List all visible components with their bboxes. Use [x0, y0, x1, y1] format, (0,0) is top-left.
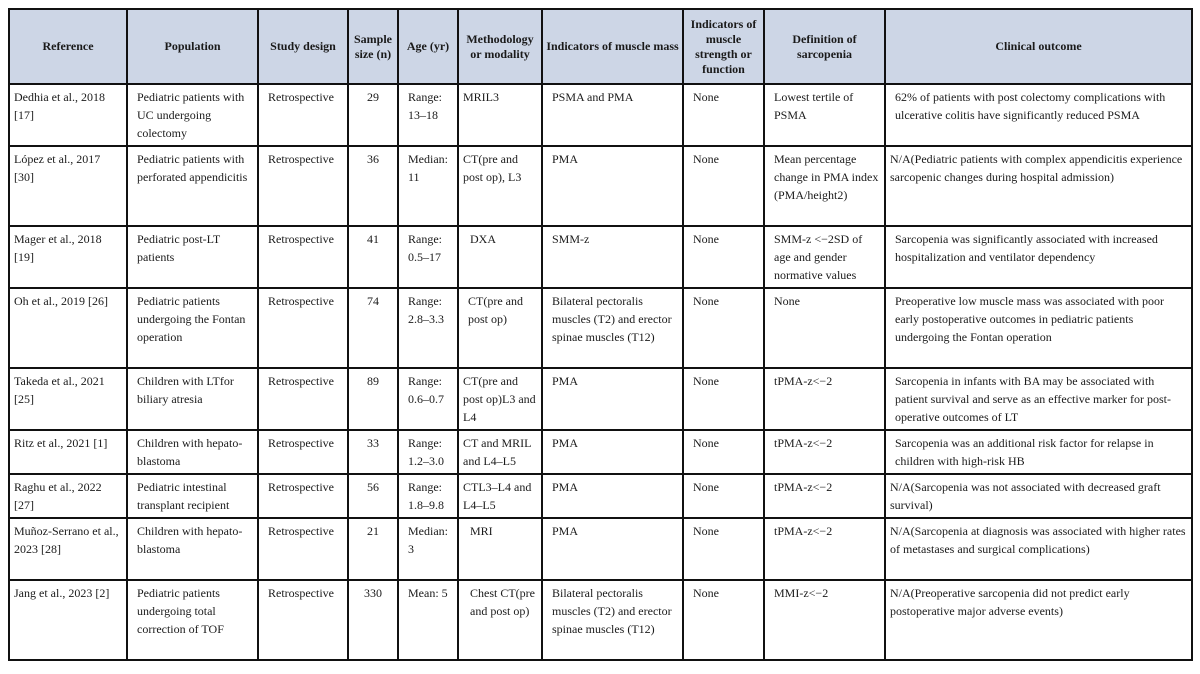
- cell-muscle-mass: PMA: [542, 474, 683, 518]
- cell-age: Median: 11: [398, 146, 458, 226]
- cell-reference: López et al., 2017 [30]: [9, 146, 127, 226]
- header-reference: Reference: [9, 9, 127, 84]
- cell-age: Median: 3: [398, 518, 458, 580]
- cell-sample-size: 56: [348, 474, 398, 518]
- cell-clinical-outcome: N/A(Sarcopenia was not associated with decreased graft survival): [885, 474, 1192, 518]
- cell-sarcopenia-definition: None: [764, 288, 885, 368]
- cell-muscle-strength: None: [683, 430, 764, 474]
- cell-sample-size: 74: [348, 288, 398, 368]
- table-row: [9, 474, 1192, 518]
- cell-sarcopenia-definition: Mean percentage change in PMA index (PMA/height2): [764, 146, 885, 226]
- cell-methodology: Chest CT(pre and post op): [458, 580, 542, 660]
- cell-muscle-strength: None: [683, 580, 764, 660]
- cell-sample-size: 89: [348, 368, 398, 430]
- table-row: [9, 146, 1192, 226]
- cell-sarcopenia-definition: Lowest tertile of PSMA: [764, 84, 885, 146]
- table-row: [9, 430, 1192, 474]
- cell-reference: Takeda et al., 2021 [25]: [9, 368, 127, 430]
- cell-population: Pediatric patients undergoing total correction of TOF: [127, 580, 258, 660]
- cell-methodology: CT and MRIL and L4–L5: [458, 430, 542, 474]
- cell-study-design: Retrospective: [258, 146, 348, 226]
- cell-clinical-outcome: Sarcopenia was an additional risk factor for relapse in children with high-risk HB: [885, 430, 1192, 474]
- header-muscle-mass: Indicators of muscle mass: [542, 9, 683, 84]
- header-methodology: Methodology or modality: [458, 9, 542, 84]
- cell-age: Mean: 5: [398, 580, 458, 660]
- cell-clinical-outcome: Sarcopenia was significantly associated with increased hospitalization and ventilator dependency: [885, 226, 1192, 288]
- cell-methodology: CTL3–L4 and L4–L5: [458, 474, 542, 518]
- cell-age: Range: 2.8–3.3: [398, 288, 458, 368]
- header-study-design: Study design: [258, 9, 348, 84]
- cell-muscle-strength: None: [683, 518, 764, 580]
- table-row: [9, 288, 1192, 368]
- cell-muscle-strength: None: [683, 368, 764, 430]
- cell-methodology: MRI: [458, 518, 542, 580]
- cell-clinical-outcome: N/A(Preoperative sarcopenia did not predict early postoperative major adverse events): [885, 580, 1192, 660]
- cell-muscle-mass: PSMA and PMA: [542, 84, 683, 146]
- cell-age: Range: 1.2–3.0: [398, 430, 458, 474]
- header-muscle-strength: Indicators of muscle strength or function: [683, 9, 764, 84]
- cell-muscle-mass: PMA: [542, 368, 683, 430]
- cell-study-design: Retrospective: [258, 84, 348, 146]
- cell-reference: Mager et al., 2018 [19]: [9, 226, 127, 288]
- cell-clinical-outcome: Sarcopenia in infants with BA may be associated with patient survival and serve as an effective marker for post-operative outcomes of LT: [885, 368, 1192, 430]
- cell-sample-size: 33: [348, 430, 398, 474]
- cell-muscle-mass: PMA: [542, 518, 683, 580]
- header-population: Population: [127, 9, 258, 84]
- cell-muscle-strength: None: [683, 226, 764, 288]
- cell-methodology: CT(pre and post op), L3: [458, 146, 542, 226]
- header-clinical-outcome: Clinical outcome: [885, 9, 1192, 84]
- cell-sample-size: 330: [348, 580, 398, 660]
- cell-muscle-mass: SMM-z: [542, 226, 683, 288]
- cell-sample-size: 41: [348, 226, 398, 288]
- cell-sarcopenia-definition: tPMA-z<−2: [764, 518, 885, 580]
- cell-muscle-mass: Bilateral pectoralis muscles (T2) and erector spinae muscles (T12): [542, 580, 683, 660]
- table-row: [9, 518, 1192, 580]
- cell-population: Children with LTfor biliary atresia: [127, 368, 258, 430]
- cell-clinical-outcome: N/A(Sarcopenia at diagnosis was associated with higher rates of metastases and surgical complications): [885, 518, 1192, 580]
- cell-muscle-mass: PMA: [542, 430, 683, 474]
- cell-population: Pediatric patients with UC undergoing colectomy: [127, 84, 258, 146]
- cell-population: Pediatric intestinal transplant recipient: [127, 474, 258, 518]
- header-sarcopenia-definition: Definition of sarcopenia: [764, 9, 885, 84]
- cell-sarcopenia-definition: MMI-z<−2: [764, 580, 885, 660]
- cell-population: Children with hepato-blastoma: [127, 518, 258, 580]
- cell-methodology: DXA: [458, 226, 542, 288]
- table-row: [9, 226, 1192, 288]
- cell-clinical-outcome: 62% of patients with post colectomy complications with ulcerative colitis have significantly reduced PSMA: [885, 84, 1192, 146]
- cell-study-design: Retrospective: [258, 474, 348, 518]
- cell-sample-size: 21: [348, 518, 398, 580]
- cell-muscle-strength: None: [683, 474, 764, 518]
- cell-muscle-mass: PMA: [542, 146, 683, 226]
- cell-sarcopenia-definition: tPMA-z<−2: [764, 474, 885, 518]
- cell-sarcopenia-definition: tPMA-z<−2: [764, 368, 885, 430]
- cell-sample-size: 29: [348, 84, 398, 146]
- cell-methodology: CT(pre and post op): [458, 288, 542, 368]
- cell-age: Range: 0.5–17: [398, 226, 458, 288]
- cell-population: Pediatric post-LT patients: [127, 226, 258, 288]
- cell-age: Range: 0.6–0.7: [398, 368, 458, 430]
- cell-study-design: Retrospective: [258, 226, 348, 288]
- cell-muscle-strength: None: [683, 288, 764, 368]
- cell-clinical-outcome: Preoperative low muscle mass was associated with poor early postoperative outcomes in pediatric patients undergoing the Fontan operation: [885, 288, 1192, 368]
- cell-population: Children with hepato-blastoma: [127, 430, 258, 474]
- cell-age: Range: 1.8–9.8: [398, 474, 458, 518]
- cell-muscle-strength: None: [683, 146, 764, 226]
- cell-sarcopenia-definition: SMM-z <−2SD of age and gender normative values: [764, 226, 885, 288]
- cell-sarcopenia-definition: tPMA-z<−2: [764, 430, 885, 474]
- cell-muscle-mass: Bilateral pectoralis muscles (T2) and erector spinae muscles (T12): [542, 288, 683, 368]
- cell-age: Range: 13–18: [398, 84, 458, 146]
- cell-sample-size: 36: [348, 146, 398, 226]
- cell-study-design: Retrospective: [258, 368, 348, 430]
- cell-methodology: CT(pre and post op)L3 and L4: [458, 368, 542, 430]
- cell-methodology: MRIL3: [458, 84, 542, 146]
- cell-clinical-outcome: N/A(Pediatric patients with complex appendicitis experience sarcopenic changes during hospital admission): [885, 146, 1192, 226]
- header-age: Age (yr): [398, 9, 458, 84]
- cell-study-design: Retrospective: [258, 580, 348, 660]
- cell-reference: Dedhia et al., 2018 [17]: [9, 84, 127, 146]
- table-row: [9, 580, 1192, 660]
- cell-reference: Ritz et al., 2021 [1]: [9, 430, 127, 474]
- table-row: [9, 368, 1192, 430]
- cell-reference: Jang et al., 2023 [2]: [9, 580, 127, 660]
- cell-reference: Raghu et al., 2022 [27]: [9, 474, 127, 518]
- cell-reference: Oh et al., 2019 [26]: [9, 288, 127, 368]
- cell-study-design: Retrospective: [258, 518, 348, 580]
- studies-table: [8, 8, 1193, 661]
- table-row: [9, 84, 1192, 146]
- header-row: [9, 9, 1192, 84]
- cell-population: Pediatric patients with perforated appendicitis: [127, 146, 258, 226]
- header-sample-size: Sample size (n): [348, 9, 398, 84]
- cell-population: Pediatric patients undergoing the Fontan operation: [127, 288, 258, 368]
- cell-study-design: Retrospective: [258, 288, 348, 368]
- cell-reference: Muñoz-Serrano et al., 2023 [28]: [9, 518, 127, 580]
- cell-muscle-strength: None: [683, 84, 764, 146]
- cell-study-design: Retrospective: [258, 430, 348, 474]
